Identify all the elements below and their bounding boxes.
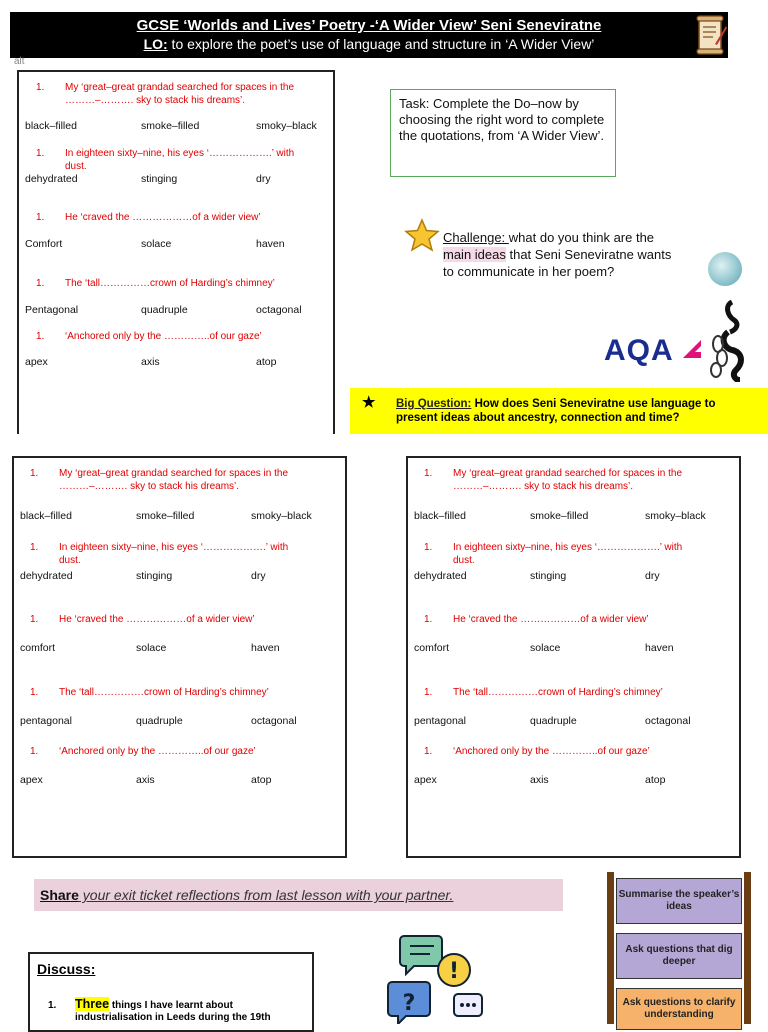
answer-option[interactable]: comfort [414, 642, 450, 654]
answer-option[interactable]: black–filled [20, 510, 72, 522]
answer-option[interactable]: dehydrated [20, 570, 73, 582]
discuss-box [28, 952, 314, 1032]
question-text: The ‘tall……………crown of Harding’s chimney’ [453, 687, 663, 698]
answer-option[interactable]: Comfort [25, 238, 63, 250]
chain-figure-icon [702, 296, 764, 382]
quiz-box-main [17, 70, 335, 434]
answer-option[interactable]: pentagonal [414, 715, 466, 727]
answer-option[interactable]: haven [251, 642, 280, 654]
answer-option[interactable]: dry [251, 570, 266, 582]
aqa-swoosh-icon [681, 338, 703, 360]
question-text: In eighteen sixty–nine, his eyes ‘……………….’ with dust. [453, 542, 683, 566]
answer-option[interactable]: octagonal [645, 715, 691, 727]
question-text: ‘Anchored only by the …………..of our gaze’ [59, 746, 256, 757]
answer-option[interactable]: axis [141, 356, 160, 368]
answer-option[interactable]: solace [530, 642, 561, 654]
answer-option[interactable]: atop [251, 774, 272, 786]
share-bar [34, 879, 563, 911]
question-text: He ‘craved the ………………of a wider view’ [59, 614, 255, 625]
question-number: 1. [424, 542, 433, 553]
question-number: 1. [30, 746, 39, 757]
answer-option[interactable]: pentagonal [20, 715, 72, 727]
answer-option[interactable]: axis [530, 774, 549, 786]
alt-label: alt [14, 56, 25, 67]
quiz-box-left [12, 456, 347, 858]
discuss-number: 1. [48, 1000, 57, 1011]
aqa-logo: AQA [604, 334, 674, 367]
chat-bubbles-icon [386, 934, 490, 1024]
answer-option[interactable]: smoky–black [256, 120, 317, 132]
answer-option[interactable]: apex [25, 356, 48, 368]
question-text: The ‘tall……………crown of Harding’s chimney’ [65, 278, 275, 289]
question-text: In eighteen sixty–nine, his eyes ‘……………….’ with dust. [65, 148, 295, 172]
answer-option[interactable]: octagonal [256, 304, 302, 316]
header-banner [10, 12, 728, 58]
answer-option[interactable]: comfort [20, 642, 56, 654]
answer-option[interactable]: stinging [136, 570, 173, 582]
question-number: 1. [424, 687, 433, 698]
question-text: In eighteen sixty–nine, his eyes ‘……………….’ with dust. [59, 542, 289, 566]
answer-option[interactable]: atop [645, 774, 666, 786]
question-number: 1. [36, 331, 45, 342]
question-text: He ‘craved the ………………of a wider view’ [65, 212, 261, 223]
discuss-text: Three things I have learnt about industrialisation in Leeds during the 19th [75, 997, 271, 1023]
learning-objective [10, 36, 728, 52]
question-number: 1. [30, 614, 39, 625]
answer-option[interactable]: stinging [141, 173, 178, 185]
answer-option[interactable]: smoke–filled [530, 510, 589, 522]
answer-option[interactable]: haven [645, 642, 674, 654]
answer-option[interactable]: smoky–black [645, 510, 706, 522]
ladder-graphic [604, 872, 754, 1024]
share-label: Share [40, 887, 79, 903]
discuss-title: Discuss: [37, 961, 96, 977]
answer-option[interactable]: apex [414, 774, 437, 786]
answer-option[interactable]: black–filled [414, 510, 466, 522]
answer-option[interactable]: Pentagonal [25, 304, 79, 316]
page-title: GCSE ‘Worlds and Lives’ Poetry -‘A Wider View’ Seni Seneviratne [136, 17, 602, 34]
answer-option[interactable]: quadruple [136, 715, 183, 727]
big-question-text: Big Question: How does Seni Seneviratne use language to present ideas about ancestry, connection and time? [396, 398, 716, 424]
lo-text: to explore the poet’s use of language and structure in ‘A Wider View’ [167, 36, 595, 52]
answer-option[interactable]: octagonal [251, 715, 297, 727]
answer-option[interactable]: axis [136, 774, 155, 786]
answer-option[interactable]: stinging [530, 570, 567, 582]
answer-option[interactable]: dry [256, 173, 271, 185]
question-number: 1. [36, 212, 45, 223]
question-text: My ‘great–great grandad searched for spaces in the ………–………. sky to stack his dreams’. [453, 468, 683, 492]
discuss-highlight: Three [75, 997, 110, 1011]
big-question-label: Big Question: [396, 398, 472, 410]
answer-option[interactable]: haven [256, 238, 285, 250]
star-icon [404, 218, 440, 252]
question-number: 1. [424, 468, 433, 479]
answer-option[interactable]: dehydrated [25, 173, 78, 185]
question-text: My ‘great–great grandad searched for spaces in the ………–………. sky to stack his dreams’. [59, 468, 289, 492]
globe-icon [708, 252, 742, 286]
question-number: 1. [36, 148, 45, 159]
question-number: 1. [424, 746, 433, 757]
answer-option[interactable]: apex [20, 774, 43, 786]
challenge-highlight: main ideas [443, 247, 506, 262]
question-number: 1. [30, 687, 39, 698]
answer-option[interactable]: smoke–filled [141, 120, 200, 132]
answer-option[interactable]: quadruple [141, 304, 188, 316]
question-number: 1. [30, 542, 39, 553]
lo-label: LO: [143, 36, 168, 52]
ladder-rung: Summarise the speaker’s ideas [616, 878, 742, 924]
quiz-box-right [406, 456, 741, 858]
big-question-banner [350, 388, 768, 434]
question-text: ‘Anchored only by the …………..of our gaze’ [65, 331, 262, 342]
svg-text:?: ? [402, 991, 416, 1016]
question-number: 1. [36, 278, 45, 289]
scroll-icon [696, 14, 728, 56]
question-number: 1. [36, 82, 45, 93]
share-text: your exit ticket reflections from last lesson with your partner. [78, 887, 454, 903]
question-text: My ‘great–great grandad searched for spaces in the ………–………. sky to stack his dreams’. [65, 82, 295, 106]
question-number: 1. [30, 468, 39, 479]
question-number: 1. [424, 614, 433, 625]
challenge-text: Challenge: what do you think are the main ideas that Seni Seneviratne wants to communicate in her poem? [443, 230, 672, 279]
answer-option[interactable]: dry [645, 570, 660, 582]
challenge-label: Challenge: [443, 230, 509, 245]
question-text: He ‘craved the ………………of a wider view’ [453, 614, 649, 625]
ladder-rung: Ask questions to clarify understanding [616, 988, 742, 1030]
task-box: Task: Complete the Do–now by choosing the right word to complete the quotations, from ‘A Wider View’. [390, 89, 616, 177]
question-text: ‘Anchored only by the …………..of our gaze’ [453, 746, 650, 757]
answer-option[interactable]: dehydrated [414, 570, 467, 582]
answer-option[interactable]: solace [136, 642, 167, 654]
star-bullet-icon: ★ [362, 394, 376, 411]
answer-option[interactable]: quadruple [530, 715, 577, 727]
svg-text:!: ! [448, 959, 460, 984]
answer-option[interactable]: smoke–filled [136, 510, 195, 522]
answer-option[interactable]: atop [256, 356, 277, 368]
ladder-rung: Ask questions that dig deeper [616, 933, 742, 979]
ladder-rail-left [607, 872, 614, 1024]
ladder-rail-right [744, 872, 751, 1024]
answer-option[interactable]: smoky–black [251, 510, 312, 522]
question-text: The ‘tall……………crown of Harding’s chimney’ [59, 687, 269, 698]
answer-option[interactable]: black–filled [25, 120, 77, 132]
answer-option[interactable]: solace [141, 238, 172, 250]
